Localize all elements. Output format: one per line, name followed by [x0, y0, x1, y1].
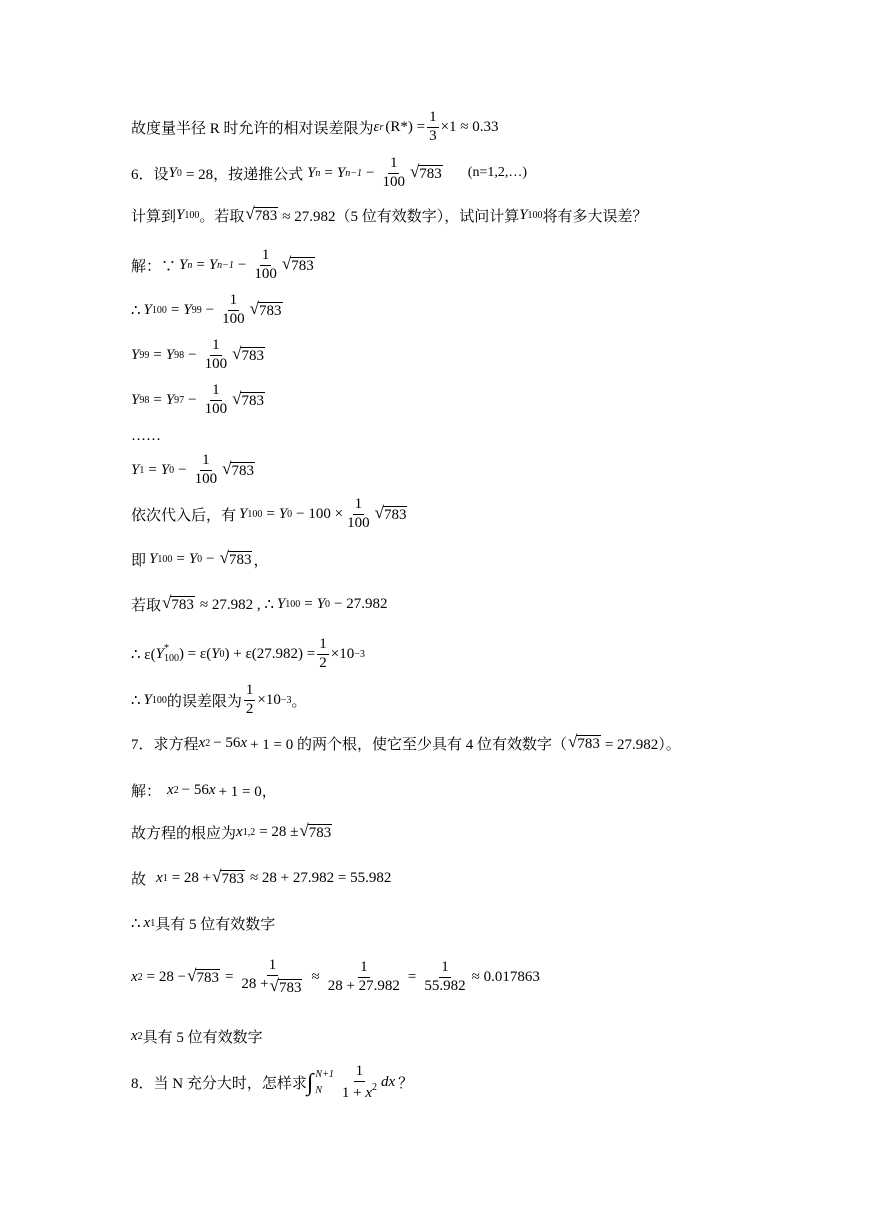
denominator: 100 — [347, 514, 370, 531]
subscript: 1,2 — [242, 827, 256, 838]
numerator: 1 — [200, 453, 212, 471]
differential: dx — [380, 1074, 396, 1091]
text: 故 — [131, 872, 147, 888]
sqrt: √ 783 — [232, 389, 264, 410]
text-line: 依次代入后，有 Y 100 = Y 0 − 100 × $\frac{1}{100}$ √ 783 — [131, 496, 407, 531]
symbol: x — [365, 1084, 372, 1101]
symbol: x — [131, 969, 138, 985]
symbol: Y — [208, 256, 218, 273]
sqrt: √ 783 — [374, 503, 407, 524]
symbol: Y — [211, 645, 220, 662]
text: 依次代入后，有 — [131, 507, 237, 524]
fraction — [345, 497, 372, 532]
sqrt: √ 783 — [249, 299, 282, 320]
text: 。若取 — [199, 209, 245, 225]
text-line: Y 99 = Y 98 − $\frac{1}{100}$ √ 783 — [131, 337, 264, 372]
math-text: ) + ε(27.982) = — [224, 645, 316, 662]
superscript: 2 — [371, 1081, 377, 1093]
text: 6．设 — [131, 166, 169, 183]
numerator: 1 — [358, 960, 370, 978]
sqrt: √ 783 — [187, 966, 219, 987]
radicand: 783 — [221, 871, 244, 888]
subscript: 0 — [197, 554, 203, 565]
radicand: 783 — [577, 736, 600, 753]
fraction — [380, 156, 407, 191]
text: 具有 5 位有效数字 — [142, 1030, 263, 1046]
subscript: 1 — [150, 918, 156, 929]
superscript: −3 — [280, 694, 292, 706]
symbol: Y — [149, 551, 158, 567]
text-line: 解：∵ Y n = Y n−1 − $\frac{1}{100}$ √ 783 — [131, 247, 314, 282]
denominator — [340, 1082, 379, 1102]
text: = 27.982）。 — [604, 737, 681, 753]
symbol: ε — [373, 118, 380, 135]
radicand: 783 — [231, 463, 254, 480]
numerator: 1 — [260, 248, 272, 266]
text: 。 — [291, 693, 307, 710]
symbol: Y — [131, 461, 140, 478]
denominator: 2 — [245, 700, 254, 717]
subscript: 100 — [151, 694, 167, 706]
numerator: 1 — [439, 960, 451, 978]
fraction — [340, 1064, 379, 1102]
symbol: x — [156, 870, 163, 886]
symbol: Y — [179, 256, 188, 273]
radicand: 783 — [259, 303, 282, 320]
math-text: ×10 — [330, 645, 355, 662]
text-line — [131, 780, 277, 801]
subscript: 0 — [287, 508, 293, 520]
text: ∴ — [131, 692, 141, 709]
text: ， — [253, 553, 269, 569]
text-line — [131, 822, 333, 843]
ellipsis: …… — [131, 428, 161, 444]
text-line: 6．设 Y 0 = 28，按递推公式 Y n = Y n−1 − $\frac{1}{100}$ √ 783 (n=1,2,…) — [131, 155, 528, 190]
denominator: 100 — [204, 400, 228, 417]
numerator: 1 — [388, 156, 400, 174]
math-text: − 100 × — [296, 505, 344, 522]
superscript: −3 — [354, 648, 365, 660]
subscript: 100 — [184, 210, 200, 221]
symbol: Y — [176, 207, 185, 223]
text: 将有多大误差？ — [542, 209, 648, 225]
subscript: 100 — [163, 653, 179, 665]
subscript: 100 — [527, 210, 543, 221]
symbol: Y — [183, 301, 192, 318]
subscript: 98 — [174, 349, 185, 361]
text-line — [131, 733, 681, 754]
sqrt: √ 783 — [162, 593, 194, 614]
symbol: Y — [131, 391, 140, 408]
integral-sign: ∫ — [306, 1069, 314, 1096]
symbol: Y — [165, 346, 175, 363]
symbol: Y — [143, 301, 152, 318]
lower-limit: N — [315, 1084, 323, 1096]
symbol: Y — [188, 551, 198, 567]
symbol: x — [240, 735, 248, 751]
subscript: 1 — [162, 873, 168, 884]
fraction — [193, 453, 220, 488]
text-line — [131, 958, 540, 997]
denominator: 100 — [204, 355, 228, 372]
subscript: 99 — [139, 349, 150, 361]
math-text: − 27.982 — [334, 596, 388, 612]
text-line: Y 1 = Y 0 − $\frac{1}{100}$ √ 783 — [131, 452, 254, 487]
text: ≈ 27.982（5 位有效数字），试问计算 — [282, 209, 520, 225]
text: 解： — [131, 784, 162, 800]
subscript: 100 — [157, 554, 173, 565]
text-line — [131, 205, 648, 226]
text: 故度量半径 R 时允许的相对误差限为 — [131, 120, 374, 137]
math-text: ≈ — [311, 969, 320, 985]
superscript: * — [163, 643, 169, 655]
text: 的误差限为 — [166, 693, 242, 710]
symbol: Y — [307, 164, 316, 181]
numerator: 1 — [210, 383, 222, 401]
denominator: 100 — [194, 470, 218, 487]
math-text: ∴ ε( — [131, 646, 156, 663]
math-text: = — [407, 969, 417, 985]
denominator: 100 — [222, 310, 245, 327]
subscript: 0 — [219, 648, 225, 660]
symbol: x — [236, 824, 243, 840]
text-line — [131, 110, 499, 145]
text-line — [131, 428, 161, 445]
subscript: 100 — [151, 304, 167, 316]
subscript: 2 — [137, 1031, 143, 1042]
text-line: Y 98 = Y 97 − $\frac{1}{100}$ √ 783 — [131, 382, 264, 417]
fraction — [422, 960, 467, 995]
text: 故方程的根应为 — [131, 826, 237, 842]
fraction — [326, 960, 402, 995]
text: (n=1,2,…) — [467, 165, 528, 181]
fraction — [317, 637, 329, 672]
math-text: = 28 + — [171, 870, 212, 886]
symbol: Y — [336, 164, 346, 181]
sqrt: √ 783 — [568, 732, 600, 753]
radicand: 783 — [196, 970, 219, 987]
subscript: 98 — [139, 394, 150, 406]
subscript: 99 — [191, 304, 202, 316]
math-text: = 28 ± — [259, 824, 299, 840]
text: 计算到 — [131, 209, 177, 225]
text: 解：∵ — [131, 258, 177, 275]
subscript: 2 — [137, 972, 143, 983]
numerator: 1 — [210, 338, 222, 356]
denominator-text: 28 + — [241, 975, 269, 992]
math-text: = 28 − — [146, 969, 187, 985]
fraction — [220, 293, 247, 328]
sqrt: √ 783 — [232, 344, 264, 365]
symbol: Y — [143, 691, 152, 708]
fraction — [203, 338, 230, 373]
numerator: 1 — [267, 958, 279, 976]
text-line: ∴ Y 100 = Y 99 − $\frac{1}{100}$ √ 783 — [131, 292, 282, 327]
math-text: = — [224, 969, 234, 985]
text-line — [131, 868, 391, 889]
sqrt: √ 783 — [219, 548, 252, 569]
subscript: 100 — [247, 508, 263, 520]
radicand: 783 — [278, 979, 302, 996]
sqrt: √ 783 — [212, 867, 244, 888]
numerator: 1 — [244, 683, 256, 701]
fraction — [239, 958, 305, 997]
radicand: 783 — [254, 208, 278, 225]
math-text: ≈ 0.017863 — [471, 969, 540, 985]
subscript: 100 — [285, 599, 301, 610]
text-line — [131, 637, 365, 672]
text: ∴ — [131, 916, 141, 932]
numerator: 1 — [317, 637, 329, 655]
math-text: ×10 — [257, 691, 281, 708]
radicand: 783 — [383, 507, 407, 524]
denominator — [239, 976, 305, 997]
text-line: 若取 √ 783 ≈ 27.982 , ∴ Y 100 = Y 0 − 27.982 — [131, 593, 388, 614]
subscript: 1 — [139, 464, 145, 476]
math-text: ≈ 28 + 27.982 = 55.982 — [249, 870, 392, 886]
symbol: Y — [131, 346, 140, 363]
math-text: ×1 ≈ 0.33 — [440, 118, 499, 135]
symbol: Y — [165, 391, 175, 408]
subscript: 0 — [176, 167, 182, 179]
sqrt: √ 783 — [245, 204, 278, 225]
subscript: 0 — [169, 464, 175, 476]
fraction — [244, 683, 256, 718]
text: + 1 = 0， — [218, 784, 277, 800]
denominator: 100 — [254, 265, 277, 282]
symbol: Y — [519, 207, 528, 223]
radicand: 783 — [291, 258, 314, 275]
radicand: 783 — [241, 393, 264, 410]
sqrt: √ 783 — [222, 459, 254, 480]
sqrt: √ 783 — [281, 254, 314, 275]
numerator: 1 — [427, 110, 439, 128]
text-line — [131, 683, 307, 718]
symbol: x — [208, 782, 216, 798]
math-text: − 56 — [181, 782, 209, 798]
superscript: 2 — [205, 738, 211, 749]
text: 若取 — [131, 598, 162, 614]
radicand: 783 — [308, 825, 332, 842]
symbol: Y — [278, 505, 288, 522]
numerator: 1 — [228, 293, 240, 311]
radicand: 783 — [228, 552, 252, 569]
sqrt: √ 783 — [299, 821, 332, 842]
denominator-text: 1 + — [341, 1084, 362, 1101]
numerator: 1 — [354, 1064, 366, 1082]
math-text: ≈ 27.982 , ∴ — [199, 597, 274, 613]
symbol: Y — [276, 596, 286, 612]
text-line: 即 Y 100 = Y 0 − √ 783 ， — [131, 548, 269, 569]
subscript: n−1 — [217, 259, 234, 271]
integral-limits — [315, 1067, 333, 1099]
math-text: ) = ε( — [178, 645, 212, 662]
symbol: x — [143, 915, 151, 931]
text-line — [131, 1026, 263, 1047]
math-text: − 56 — [213, 735, 241, 751]
symbol: x — [131, 1028, 138, 1044]
fraction — [252, 248, 279, 283]
symbol: Y — [316, 596, 326, 612]
text: + 1 = 0 的两个根，使它至少具有 4 位有效数字（ — [250, 737, 567, 753]
text: ？ — [398, 1076, 414, 1093]
subscript: n−1 — [345, 167, 362, 179]
denominator: 28 + 27.982 — [327, 978, 400, 994]
math-text: (R*) = — [385, 118, 426, 135]
text: 8．当 N 充分大时，怎样求 — [131, 1076, 307, 1093]
symbol: x — [167, 782, 174, 798]
symbol: Y — [239, 505, 248, 522]
symbol: x — [198, 735, 206, 751]
subscript: n — [315, 167, 321, 179]
radicand: 783 — [419, 166, 442, 183]
symbol: Y — [168, 164, 177, 181]
fraction — [427, 110, 439, 145]
upper-limit: N+1 — [315, 1068, 334, 1080]
radicand: 783 — [241, 348, 264, 365]
text: ∴ — [131, 302, 141, 319]
radicand: 783 — [171, 597, 194, 614]
text: = 28，按递推公式 — [185, 166, 304, 183]
symbol: Y — [155, 645, 164, 662]
subscript: 0 — [325, 599, 331, 610]
denominator: 55.982 — [424, 978, 466, 994]
sqrt: √ 783 — [269, 975, 302, 996]
text: 7．求方程 — [131, 737, 199, 753]
denominator: 2 — [319, 654, 327, 671]
denominator: 3 — [429, 127, 437, 144]
subscript: r — [379, 121, 384, 133]
subscript: 97 — [174, 394, 185, 406]
text-line — [131, 913, 275, 934]
superscript: 2 — [173, 785, 179, 796]
text: 具有 5 位有效数字 — [155, 917, 276, 933]
fraction — [203, 383, 230, 418]
symbol: Y — [160, 461, 170, 478]
text: 即 — [131, 553, 147, 569]
numerator: 1 — [353, 497, 365, 515]
text-line — [131, 1064, 413, 1102]
sqrt: √ 783 — [409, 162, 442, 183]
subscript: n — [187, 259, 193, 271]
denominator: 100 — [382, 173, 405, 190]
